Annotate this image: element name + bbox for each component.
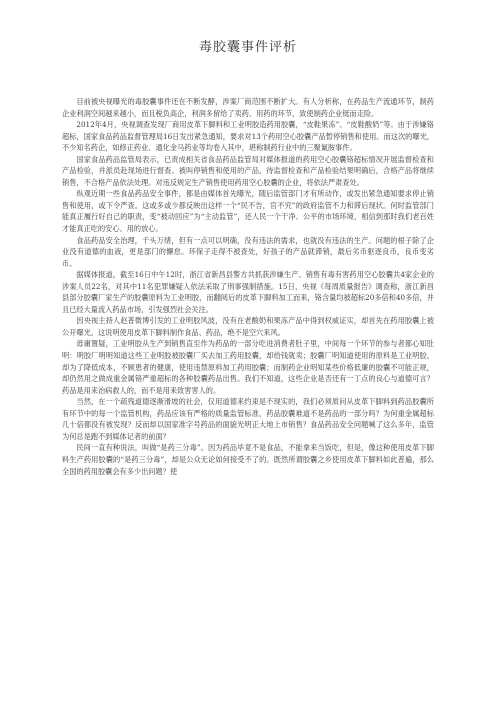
paragraph: 国家食品药品监管局表示，已责成相关省食品药品监管局对媒体报道的药用空心胶囊铬超标情况开展监督检查和产品检验，并派员赴现场进行督查。被叫停销售和使用的产品，待监督检查和产品检验结果明确后，合格产品将继续销售，不合格产品依法处理。对违反规定生产销售使用药用空心胶囊的企业，将依法严肃查处。 xyxy=(62,154,434,187)
paragraph: 2012年4月，央视调查发现厂商用皮革下脚料和工业明胶造药用胶囊，“皮鞋果冻”、“皮鞋酸奶”等。由于涉嫌铬超标，国家食品药品监督管理局16日发出紧急通知，要求对13个药用空心胶囊产品暂停销售和使用。而这次的曝光，不少知名药企，如修正药业、通化金马药业等均卷入其中，堪称制药行业中的三聚氰胺事件。 xyxy=(62,120,434,153)
paragraph: 据媒体报道，截至16日中午12时，浙江省新昌县警方共抓获涉嫌生产、销售有毒有害药用空心胶囊共4家企业的涉案人员22名，对其中11名犯罪嫌疑人依法采取了刑事强制措施。15日，央视《每周质量报告》调查称，浙江新昌县部分胶囊厂家生产的胶囊原料为工业明胶，而翻阅后的皮革下脚料加工而来，铬含量均被超标20多倍和40多倍，并且已经大量流入药品市场，引发强烈社会关注。 xyxy=(62,270,434,314)
paragraph: 因央视主持人赵普微博引发的工业明胶风波，没有在老酸奶和果冻产品中得到权威证实，却首先在药用胶囊上被公开曝光。这说明使用皮革下脚料制作食品、药品，绝不是空穴来风。 xyxy=(62,316,434,337)
document-title: 毒胶囊事件评析 xyxy=(198,40,297,55)
article-body xyxy=(62,96,434,477)
paragraph: 食品药品安全治理，千头万绪，但有一点可以明确，没有违法的需求，也就没有违法的生产。问题的根子除了企业没有道德的血液，更是部门的懈怠。环保子走得不被查处，好孩子的产品就滞销，最后劣币驱逐良币，良币变劣币。 xyxy=(62,235,434,268)
paragraph: 纵观近期一些食品药品安全事件，都是由媒体首先曝光，随后监管部门才有所动作，或发出紧急通知要求停止销售和使用，或下令严查。这或多或少都反映出这样一个“民不告，官不究”的政府监管不力和滞后现状。何时监管部门能真正履行好自己的职责，变“被动回应”为“主动监管”，还人民一个干净、公平的市场环境，相信到那时我们老百姓才能真正吃的安心、用的放心。 xyxy=(62,189,434,234)
paragraph: 当然，在一个疏残道德逐渐滑坡的社会，仅用道德来约束是不现实的，我们必须质问从皮革下脚料到药品胶囊所有环节中的每一个监管机构，药品应该有严格的质量监管标准，药品胶囊难道不是药品的一部分吗？为何重金属超标几十倍都没有被发现？反而却以国家准字号药品的面貌光明正大地上市销售？食品药品安全问题喊了这么多年，监管为何总是跑不到媒体记者的前面？ xyxy=(62,397,434,441)
paragraph: 目前被央视曝光的毒胶囊事件还在不断发酵，涉案厂商范围不断扩大。有人分析称，在药品生产流通环节，制药企业利润空间越来越小，而且税负高企，利润多留给了卖药、用药的环节，致使制药企业铤而走险。 xyxy=(62,97,434,118)
paragraph: 毋庸置疑，工业明胶从生产到销售直至作为药品的一部分吃进消费者肚子里，中间每一个环节的参与者都心知肚明：明胶厂明明知道这些工业明胶被胶囊厂买去加工药用胶囊，却给钱就卖；胶囊厂明知道使用的原料是工业明胶，却为了降低成本，不顾患者的健康，使用违禁原料加工药用胶囊；而制药企业明知某些价格低廉的胶囊不可能正规，却仍然用之做成重金属铬严重超标的各种胶囊药品出售。我们不知道，这些企业是否还有一丁点的良心与道德可言？药品是用来治病救人的，而不是用来致害害人的。 xyxy=(62,339,434,395)
paragraph: 民间一直有种说法，叫做“是药三分毒”。因为药品毕竟不是食品，不能拿来当饭吃，但是，像这种使用皮革下脚料生产药用胶囊的“是药三分毒”，却是公众无论如何接受不了的。既然所谓胶囊之乡使用皮革下脚料如此普遍，那么全国的药用胶囊会有多少出问题？使 xyxy=(62,443,434,476)
